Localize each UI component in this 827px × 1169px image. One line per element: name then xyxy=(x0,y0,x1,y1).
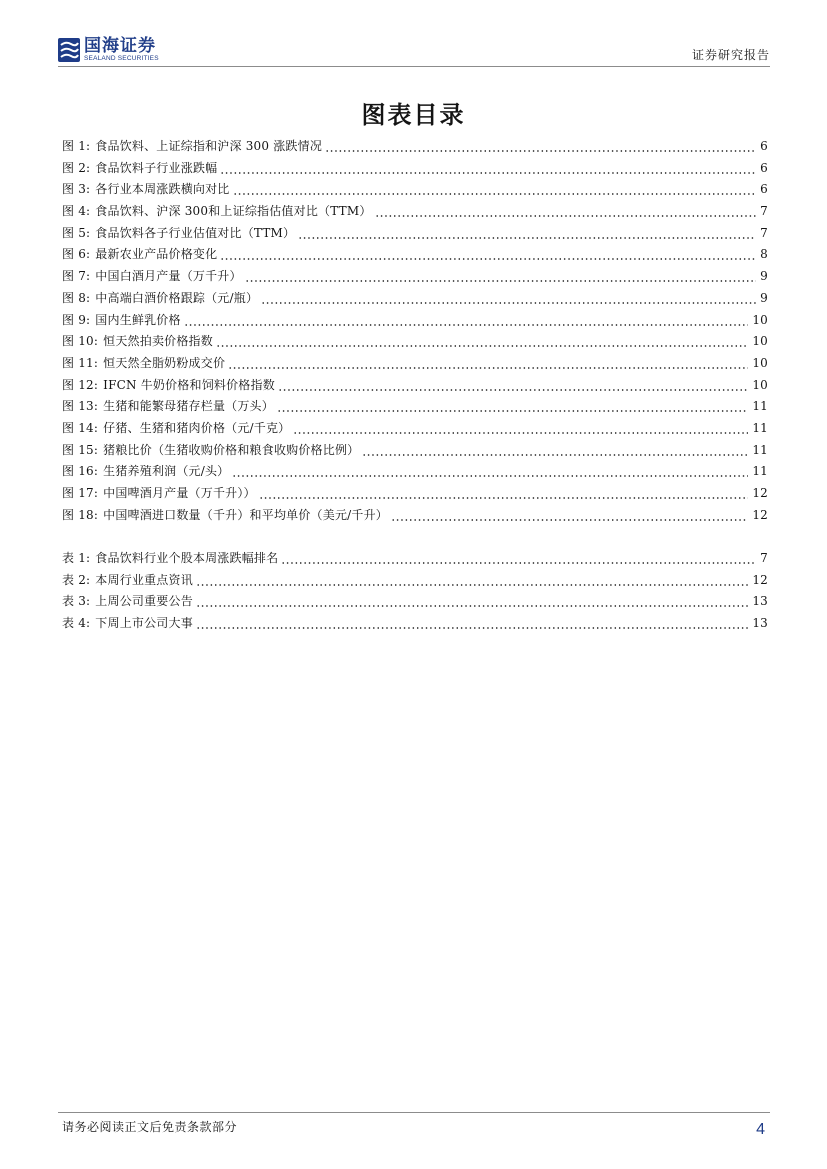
dot-leader xyxy=(232,461,748,483)
toc-entry-page: 11 xyxy=(752,399,768,414)
dot-leader xyxy=(325,136,756,158)
toc-entry-label: 图 8: xyxy=(62,290,91,305)
company-logo xyxy=(58,37,159,63)
footer-disclaimer: 请务必阅读正文后免责条款部分 xyxy=(62,1120,238,1134)
toc-entry-label: 表 4: xyxy=(62,616,91,631)
toc-entry-table-4[interactable] xyxy=(62,613,768,635)
figure-list xyxy=(62,136,768,526)
toc-entry-title: 食品饮料各子行业估值对比（TTM） xyxy=(95,225,296,240)
toc-entry-figure-17[interactable] xyxy=(62,483,768,505)
dot-leader xyxy=(281,548,756,570)
dot-leader xyxy=(277,396,748,418)
dot-leader xyxy=(196,613,748,635)
toc-entry-figure-4[interactable] xyxy=(62,201,768,223)
toc-entry-label: 表 2: xyxy=(62,572,91,587)
table-list xyxy=(62,548,768,635)
toc-entry-figure-7[interactable] xyxy=(62,266,768,288)
footer-divider xyxy=(58,1112,770,1113)
toc-entry-figure-16[interactable] xyxy=(62,461,768,483)
dot-leader xyxy=(375,201,756,223)
toc-entry-page: 12 xyxy=(752,486,768,500)
toc-entry-page: 9 xyxy=(760,269,768,284)
toc-entry-figure-9[interactable] xyxy=(62,310,768,332)
toc-entry-page: 7 xyxy=(760,204,768,219)
dot-leader xyxy=(298,223,756,245)
sealand-logo-icon xyxy=(58,38,80,62)
toc-entry-title: 中高端白酒价格跟踪（元/瓶） xyxy=(95,290,259,305)
dot-leader xyxy=(196,591,748,613)
toc-entry-title: 恒天然拍卖价格指数 xyxy=(103,334,213,349)
toc-entry-label: 图 12: xyxy=(62,377,99,392)
toc-entry-page: 13 xyxy=(752,594,768,609)
header-divider xyxy=(58,66,770,67)
toc-entry-page: 6 xyxy=(760,139,768,153)
toc-entry-figure-10[interactable] xyxy=(62,331,768,353)
toc-entry-figure-1[interactable] xyxy=(62,136,768,158)
toc-entry-page: 7 xyxy=(760,225,768,240)
toc-entry-figure-2[interactable] xyxy=(62,158,768,180)
toc-entry-title: 各行业本周涨跌横向对比 xyxy=(95,182,230,197)
logo-subname: SEALAND SECURITIES xyxy=(84,55,159,62)
toc-entry-page: 10 xyxy=(752,312,768,327)
dot-leader xyxy=(278,375,748,397)
toc-entry-page: 7 xyxy=(760,551,768,565)
toc-entry-page: 10 xyxy=(752,377,768,392)
toc-entry-label: 图 13: xyxy=(62,399,99,414)
dot-leader xyxy=(362,440,748,462)
dot-leader xyxy=(245,266,756,288)
toc-entry-label: 图 5: xyxy=(62,225,91,240)
toc-entry-title: 上周公司重要公告 xyxy=(95,594,193,609)
toc-entry-label: 图 2: xyxy=(62,160,91,175)
toc-entry-label: 图 1: xyxy=(62,139,91,153)
toc-entry-label: 表 3: xyxy=(62,594,91,609)
toc-entry-title: 生猪养殖利润（元/头） xyxy=(103,464,230,479)
toc-entry-figure-11[interactable] xyxy=(62,353,768,375)
toc-entry-table-2[interactable] xyxy=(62,570,768,592)
dot-leader xyxy=(220,244,756,266)
dot-leader xyxy=(184,310,749,332)
toc-entry-label: 图 14: xyxy=(62,420,99,435)
toc-entry-page: 8 xyxy=(760,247,768,262)
toc-entry-page: 9 xyxy=(760,290,768,305)
toc-entry-title: 本周行业重点资讯 xyxy=(95,572,193,587)
toc-entry-title: 下周上市公司大事 xyxy=(95,616,193,631)
toc-entry-label: 图 10: xyxy=(62,334,99,349)
toc-entry-figure-12[interactable] xyxy=(62,375,768,397)
toc-entry-title: 国内生鲜乳价格 xyxy=(95,312,181,327)
toc-entry-title: 恒天然全脂奶粉成交价 xyxy=(103,355,226,370)
page-number: 4 xyxy=(756,1121,765,1138)
toc-entry-page: 6 xyxy=(760,182,768,197)
toc-entry-figure-14[interactable] xyxy=(62,418,768,440)
dot-leader xyxy=(259,483,749,505)
logo-name: 国海证券 xyxy=(84,36,156,56)
toc-entry-title: 最新农业产品价格变化 xyxy=(95,247,218,262)
toc-entry-title: 食品饮料行业个股本周涨跌幅排名 xyxy=(95,551,279,565)
toc-entry-label: 图 9: xyxy=(62,312,91,327)
toc-entry-label: 表 1: xyxy=(62,551,91,565)
toc-entry-page: 10 xyxy=(752,334,768,349)
toc-entry-page: 11 xyxy=(752,420,768,435)
toc-entry-label: 图 16: xyxy=(62,464,99,479)
toc-entry-label: 图 11: xyxy=(62,355,99,370)
dot-leader xyxy=(228,353,748,375)
toc-entry-figure-3[interactable] xyxy=(62,179,768,201)
toc-entry-title: 生猪和能繁母猪存栏量（万头） xyxy=(103,399,274,414)
toc-entry-title: 仔猪、生猪和猪肉价格（元/千克） xyxy=(103,420,291,435)
toc-title: 图表目录 xyxy=(361,100,466,129)
toc-entry-label: 图 15: xyxy=(62,442,99,457)
toc-entry-page: 12 xyxy=(752,572,768,587)
dot-leader xyxy=(293,418,748,440)
toc-entry-label: 图 4: xyxy=(62,204,91,219)
toc-entry-table-3[interactable] xyxy=(62,591,768,613)
toc-entry-label: 图 7: xyxy=(62,269,91,284)
dot-leader xyxy=(261,288,756,310)
toc-entry-figure-13[interactable] xyxy=(62,396,768,418)
toc-entry-title: 猪粮比价（生猪收购价格和粮食收购价格比例） xyxy=(103,442,360,457)
toc-entry-label: 图 17: xyxy=(62,486,99,500)
dot-leader xyxy=(196,570,748,592)
toc-entry-figure-15[interactable] xyxy=(62,440,768,462)
toc-entry-title: IFCN 牛奶价格和饲料价格指数 xyxy=(103,377,275,392)
toc-entry-page: 13 xyxy=(752,616,768,631)
toc-entry-page: 6 xyxy=(760,160,768,175)
toc-entry-title: 食品饮料、上证综指和沪深 300 涨跌情况 xyxy=(95,139,323,153)
toc-entry-title: 食品饮料、沪深 300和上证综指估值对比（TTM） xyxy=(95,204,372,219)
toc-entry-page: 12 xyxy=(752,507,768,522)
toc-entry-label: 图 3: xyxy=(62,182,91,197)
toc-entry-figure-8[interactable] xyxy=(62,288,768,310)
toc-entry-label: 图 6: xyxy=(62,247,91,262)
toc-entry-label: 图 18: xyxy=(62,507,99,522)
dot-leader xyxy=(391,505,748,527)
toc-entry-table-1[interactable] xyxy=(62,548,768,570)
toc-entry-page: 10 xyxy=(752,355,768,370)
toc-entry-page: 11 xyxy=(752,464,768,479)
toc-entry-page: 11 xyxy=(752,442,768,457)
dot-leader xyxy=(233,179,757,201)
toc-entry-figure-6[interactable] xyxy=(62,244,768,266)
dot-leader xyxy=(220,158,756,180)
toc-entry-title: 中国白酒月产量（万千升） xyxy=(95,269,242,284)
report-type-label: 证券研究报告 xyxy=(691,48,770,62)
toc-entry-figure-18[interactable] xyxy=(62,505,768,527)
toc-entry-title: 中国啤酒进口数量（千升）和平均单价（美元/千升） xyxy=(103,507,388,522)
toc-entry-title: 食品饮料子行业涨跌幅 xyxy=(95,160,218,175)
toc-entry-figure-5[interactable] xyxy=(62,223,768,245)
toc-entry-title: 中国啤酒月产量（万千升）） xyxy=(103,486,256,500)
dot-leader xyxy=(216,331,748,353)
